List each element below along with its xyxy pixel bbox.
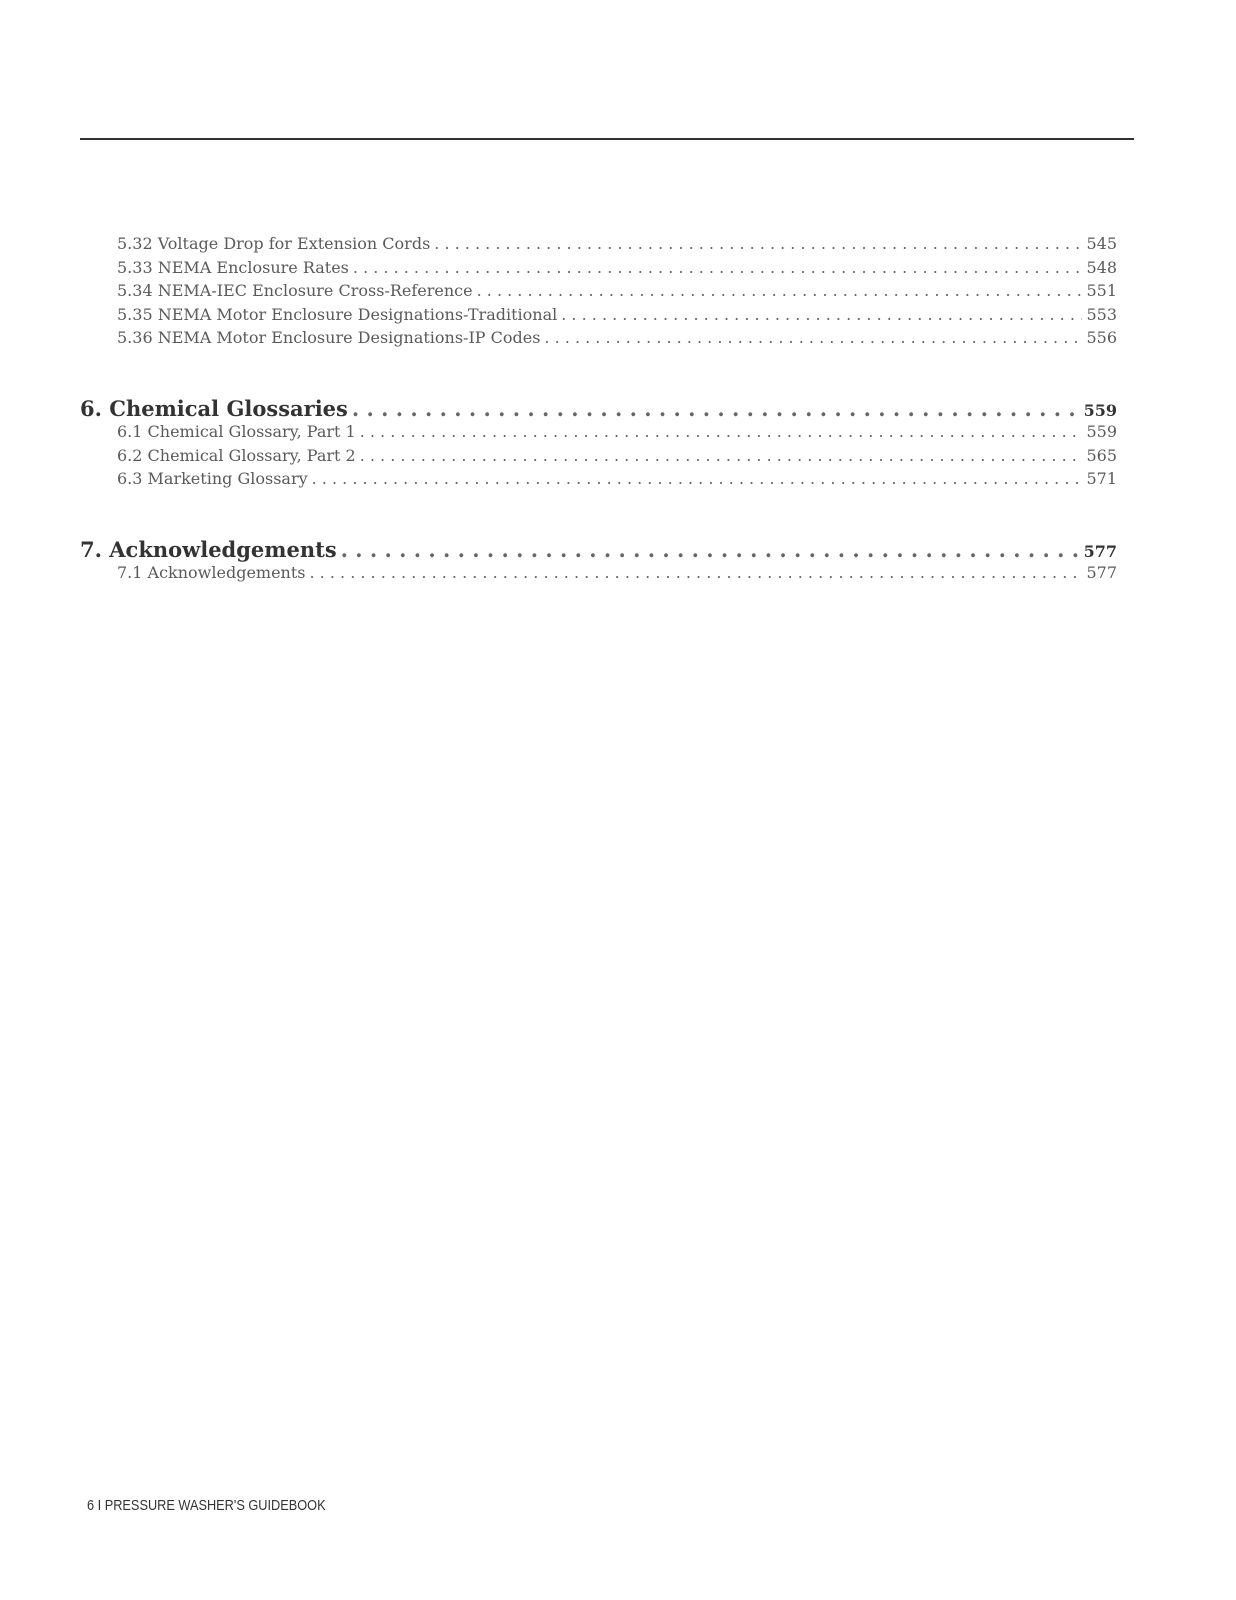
toc-section-5: [80, 234, 1117, 352]
heading-title: 7. Acknowledgements: [80, 537, 337, 562]
entry-page: 556: [1086, 328, 1117, 347]
entry-page: 545: [1086, 234, 1117, 253]
entry-title: 5.34 NEMA-IEC Enclosure Cross-Reference: [117, 281, 473, 300]
heading-page: 559: [1083, 401, 1117, 420]
toc-entry[interactable]: [80, 258, 1117, 282]
toc-entry[interactable]: [80, 281, 1117, 305]
toc-heading[interactable]: [80, 396, 1117, 422]
toc-section-6: [80, 396, 1117, 493]
entry-page: 553: [1086, 304, 1117, 324]
heading-title: 6. Chemical Glossaries: [80, 396, 348, 421]
heading-page: 577: [1083, 542, 1117, 561]
leader-dots: [561, 305, 1082, 324]
toc-entry[interactable]: [80, 305, 1117, 329]
entry-title: 5.33 NEMA Enclosure Rates: [117, 257, 349, 277]
leader-dots: [434, 234, 1082, 253]
entry-page: 565: [1086, 445, 1117, 465]
toc-entry[interactable]: [80, 422, 1117, 446]
entry-title: 6.1 Chemical Glossary, Part 1: [117, 422, 356, 441]
leader-dots: [312, 469, 1083, 488]
entry-page: 559: [1086, 422, 1117, 441]
leader-dots: [341, 537, 1080, 562]
entry-title: 7.1 Acknowledgements: [117, 563, 306, 582]
entry-title: 5.32 Voltage Drop for Extension Cords: [117, 234, 431, 253]
leader-dots: [477, 281, 1083, 300]
leader-dots: [353, 258, 1083, 277]
entry-title: 5.36 NEMA Motor Enclosure Designations-IP Codes: [117, 328, 541, 347]
leader-dots: [360, 446, 1083, 465]
entry-page: 571: [1086, 469, 1117, 488]
leader-dots: [352, 396, 1080, 421]
toc-entry[interactable]: [80, 469, 1117, 493]
entry-page: 551: [1086, 281, 1117, 300]
entry-title: 6.3 Marketing Glossary: [117, 469, 308, 488]
leader-dots: [544, 328, 1082, 347]
toc-section-7: [80, 537, 1117, 587]
header-rule: [80, 138, 1134, 140]
leader-dots: [310, 563, 1083, 582]
entry-title: 6.2 Chemical Glossary, Part 2: [117, 445, 356, 465]
page-footer: 6 I PRESSURE WASHER'S GUIDEBOOK: [87, 1497, 326, 1514]
toc-entry[interactable]: [80, 328, 1117, 352]
toc-entry[interactable]: [80, 563, 1117, 587]
toc-heading[interactable]: [80, 537, 1117, 563]
entry-title: 5.35 NEMA Motor Enclosure Designations-Traditional: [117, 304, 558, 324]
entry-page: 548: [1086, 257, 1117, 277]
leader-dots: [360, 422, 1083, 441]
toc-entry[interactable]: [80, 234, 1117, 258]
toc-entry[interactable]: [80, 446, 1117, 470]
entry-page: 577: [1086, 563, 1117, 582]
